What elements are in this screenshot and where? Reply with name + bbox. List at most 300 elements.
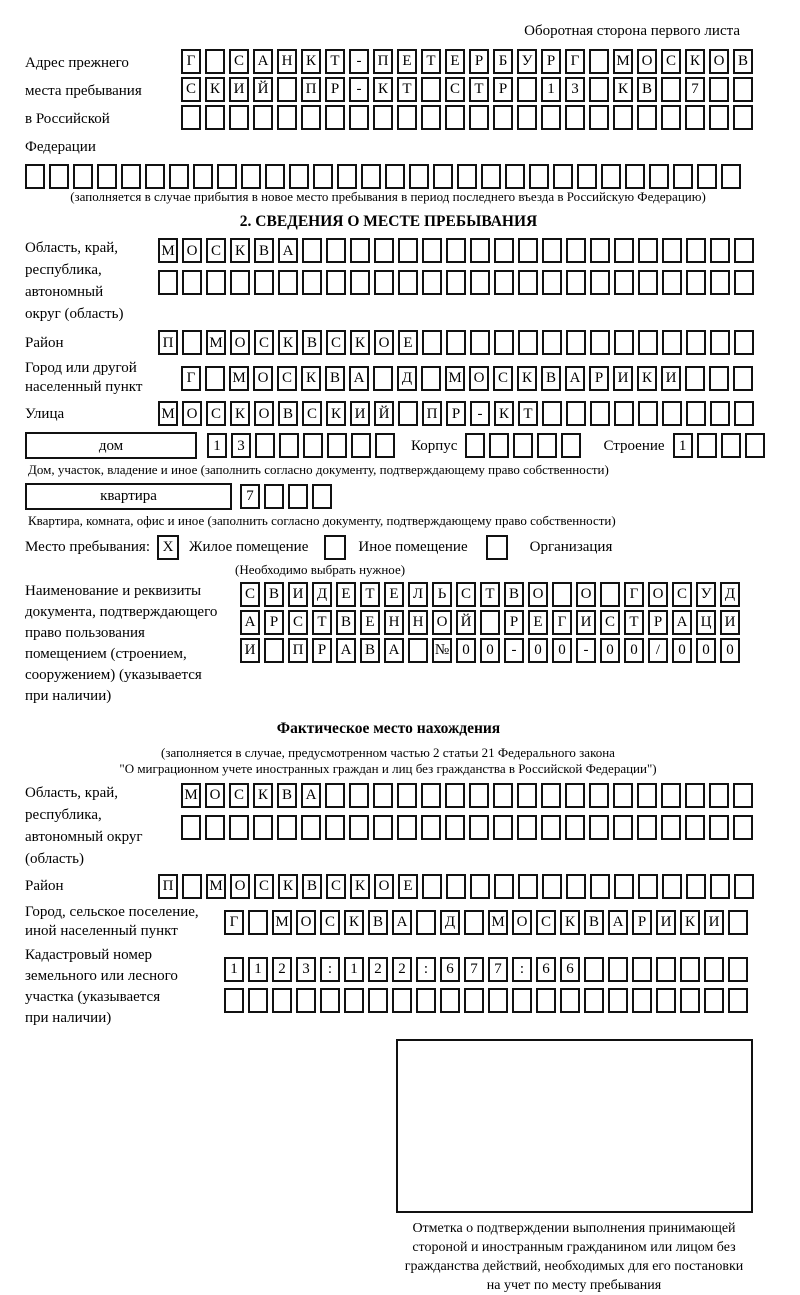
- grid-cell[interactable]: [608, 957, 628, 982]
- grid-cell[interactable]: [565, 815, 585, 840]
- grid-cell[interactable]: В: [302, 874, 322, 899]
- grid-cell[interactable]: С: [326, 874, 346, 899]
- grid-cell[interactable]: [513, 433, 533, 458]
- grid-cell[interactable]: [350, 238, 370, 263]
- grid-cell[interactable]: [685, 105, 705, 130]
- grid-cell[interactable]: [728, 910, 748, 935]
- grid-cell[interactable]: -: [349, 77, 369, 102]
- grid-cell[interactable]: [656, 957, 676, 982]
- grid-cell[interactable]: А: [336, 638, 356, 663]
- grid-cell[interactable]: [662, 874, 682, 899]
- grid-cell[interactable]: [685, 783, 705, 808]
- grid-cell[interactable]: Р: [504, 610, 524, 635]
- grid-cell[interactable]: Е: [384, 582, 404, 607]
- grid-cell[interactable]: 2: [368, 957, 388, 982]
- grid-cell[interactable]: К: [613, 77, 633, 102]
- grid-cell[interactable]: [697, 164, 717, 189]
- grid-cell[interactable]: Р: [493, 77, 513, 102]
- grid-cell[interactable]: [662, 270, 682, 295]
- grid-cell[interactable]: 1: [207, 433, 227, 458]
- grid-cell[interactable]: [734, 401, 754, 426]
- grid-cell[interactable]: А: [278, 238, 298, 263]
- grid-cell[interactable]: С: [302, 401, 322, 426]
- grid-cell[interactable]: М: [206, 874, 226, 899]
- grid-cell[interactable]: [709, 105, 729, 130]
- grid-cell[interactable]: [49, 164, 69, 189]
- grid-cell[interactable]: [421, 815, 441, 840]
- grid-cell[interactable]: [255, 433, 275, 458]
- grid-cell[interactable]: Р: [446, 401, 466, 426]
- grid-cell[interactable]: [566, 330, 586, 355]
- grid-cell[interactable]: Н: [384, 610, 404, 635]
- grid-cell[interactable]: [422, 270, 442, 295]
- grid-cell[interactable]: [632, 957, 652, 982]
- grid-cell[interactable]: [733, 366, 753, 391]
- grid-cell[interactable]: [614, 401, 634, 426]
- grid-cell[interactable]: Г: [624, 582, 644, 607]
- grid-cell[interactable]: [661, 77, 681, 102]
- grid-cell[interactable]: П: [158, 330, 178, 355]
- grid-cell[interactable]: [494, 874, 514, 899]
- grid-cell[interactable]: [337, 164, 357, 189]
- grid-cell[interactable]: [265, 164, 285, 189]
- grid-cell[interactable]: [313, 164, 333, 189]
- grid-cell[interactable]: Т: [360, 582, 380, 607]
- grid-cell[interactable]: В: [325, 366, 345, 391]
- grid-cell[interactable]: О: [205, 783, 225, 808]
- grid-cell[interactable]: [326, 270, 346, 295]
- grid-cell[interactable]: [421, 783, 441, 808]
- grid-cell[interactable]: А: [608, 910, 628, 935]
- grid-cell[interactable]: А: [392, 910, 412, 935]
- grid-cell[interactable]: М: [206, 330, 226, 355]
- grid-cell[interactable]: [397, 783, 417, 808]
- grid-cell[interactable]: [481, 164, 501, 189]
- grid-cell[interactable]: У: [517, 49, 537, 74]
- grid-cell[interactable]: [422, 874, 442, 899]
- grid-cell[interactable]: И: [288, 582, 308, 607]
- grid-cell[interactable]: [517, 105, 537, 130]
- grid-cell[interactable]: К: [560, 910, 580, 935]
- grid-cell[interactable]: Р: [264, 610, 284, 635]
- grid-cell[interactable]: -: [349, 49, 369, 74]
- grid-cell[interactable]: Т: [325, 49, 345, 74]
- grid-cell[interactable]: [182, 874, 202, 899]
- grid-cell[interactable]: [205, 366, 225, 391]
- grid-cell[interactable]: [590, 270, 610, 295]
- grid-cell[interactable]: -: [504, 638, 524, 663]
- grid-cell[interactable]: В: [264, 582, 284, 607]
- grid-cell[interactable]: [409, 164, 429, 189]
- grid-cell[interactable]: 7: [685, 77, 705, 102]
- grid-cell[interactable]: К: [680, 910, 700, 935]
- grid-cell[interactable]: [421, 105, 441, 130]
- grid-cell[interactable]: [351, 433, 371, 458]
- grid-cell[interactable]: Е: [360, 610, 380, 635]
- grid-cell[interactable]: О: [253, 366, 273, 391]
- grid-cell[interactable]: [205, 815, 225, 840]
- grid-cell[interactable]: [446, 874, 466, 899]
- grid-cell[interactable]: [637, 105, 657, 130]
- grid-cell[interactable]: С: [536, 910, 556, 935]
- grid-cell[interactable]: В: [541, 366, 561, 391]
- grid-cell[interactable]: [278, 270, 298, 295]
- grid-cell[interactable]: [416, 988, 436, 1013]
- grid-cell[interactable]: К: [230, 401, 250, 426]
- grid-cell[interactable]: [494, 238, 514, 263]
- grid-cell[interactable]: [637, 815, 657, 840]
- grid-cell[interactable]: Ь: [432, 582, 452, 607]
- grid-cell[interactable]: 7: [488, 957, 508, 982]
- grid-cell[interactable]: [584, 988, 604, 1013]
- grid-cell[interactable]: Д: [397, 366, 417, 391]
- grid-cell[interactable]: [205, 49, 225, 74]
- grid-cell[interactable]: [565, 105, 585, 130]
- grid-cell[interactable]: О: [230, 874, 250, 899]
- grid-cell[interactable]: [182, 330, 202, 355]
- grid-cell[interactable]: [301, 105, 321, 130]
- grid-cell[interactable]: [433, 164, 453, 189]
- grid-cell[interactable]: [733, 77, 753, 102]
- grid-cell[interactable]: [344, 988, 364, 1013]
- grid-cell[interactable]: М: [272, 910, 292, 935]
- grid-cell[interactable]: М: [613, 49, 633, 74]
- grid-cell[interactable]: [656, 988, 676, 1013]
- grid-cell[interactable]: [517, 77, 537, 102]
- grid-cell[interactable]: К: [253, 783, 273, 808]
- grid-cell[interactable]: [542, 401, 562, 426]
- grid-cell[interactable]: К: [350, 874, 370, 899]
- grid-cell[interactable]: [710, 238, 730, 263]
- grid-cell[interactable]: О: [512, 910, 532, 935]
- grid-cell[interactable]: С: [672, 582, 692, 607]
- grid-cell[interactable]: [373, 815, 393, 840]
- grid-cell[interactable]: [541, 815, 561, 840]
- grid-cell[interactable]: [181, 105, 201, 130]
- grid-cell[interactable]: Д: [720, 582, 740, 607]
- grid-cell[interactable]: А: [253, 49, 273, 74]
- grid-cell[interactable]: [614, 238, 634, 263]
- grid-cell[interactable]: [224, 988, 244, 1013]
- grid-cell[interactable]: [704, 988, 724, 1013]
- grid-cell[interactable]: [181, 815, 201, 840]
- grid-cell[interactable]: [561, 433, 581, 458]
- grid-cell[interactable]: [373, 366, 393, 391]
- grid-cell[interactable]: [457, 164, 477, 189]
- grid-cell[interactable]: [560, 988, 580, 1013]
- grid-cell[interactable]: [686, 270, 706, 295]
- grid-cell[interactable]: [373, 105, 393, 130]
- grid-cell[interactable]: С: [254, 330, 274, 355]
- grid-cell[interactable]: Р: [648, 610, 668, 635]
- grid-cell[interactable]: [734, 874, 754, 899]
- grid-cell[interactable]: [608, 988, 628, 1013]
- grid-cell[interactable]: А: [301, 783, 321, 808]
- grid-cell[interactable]: [446, 270, 466, 295]
- grid-cell[interactable]: [272, 988, 292, 1013]
- grid-cell[interactable]: [662, 330, 682, 355]
- grid-cell[interactable]: В: [637, 77, 657, 102]
- grid-cell[interactable]: [470, 330, 490, 355]
- grid-cell[interactable]: [445, 783, 465, 808]
- grid-cell[interactable]: 0: [552, 638, 572, 663]
- grid-cell[interactable]: В: [336, 610, 356, 635]
- grid-cell[interactable]: П: [301, 77, 321, 102]
- grid-cell[interactable]: [577, 164, 597, 189]
- grid-cell[interactable]: К: [326, 401, 346, 426]
- grid-cell[interactable]: [445, 815, 465, 840]
- grid-cell[interactable]: [590, 401, 610, 426]
- grid-cell[interactable]: -: [470, 401, 490, 426]
- grid-cell[interactable]: [697, 433, 717, 458]
- grid-cell[interactable]: [542, 238, 562, 263]
- grid-cell[interactable]: [398, 238, 418, 263]
- grid-cell[interactable]: [229, 105, 249, 130]
- grid-cell[interactable]: Л: [408, 582, 428, 607]
- grid-cell[interactable]: [373, 783, 393, 808]
- grid-cell[interactable]: [734, 270, 754, 295]
- grid-cell[interactable]: [517, 815, 537, 840]
- grid-cell[interactable]: У: [696, 582, 716, 607]
- grid-cell[interactable]: Е: [528, 610, 548, 635]
- grid-cell[interactable]: [489, 433, 509, 458]
- grid-cell[interactable]: С: [288, 610, 308, 635]
- grid-cell[interactable]: [614, 874, 634, 899]
- grid-cell[interactable]: 0: [456, 638, 476, 663]
- grid-cell[interactable]: [494, 330, 514, 355]
- grid-cell[interactable]: Т: [397, 77, 417, 102]
- grid-cell[interactable]: [493, 783, 513, 808]
- grid-cell[interactable]: [709, 366, 729, 391]
- grid-cell[interactable]: [733, 105, 753, 130]
- grid-cell[interactable]: [230, 270, 250, 295]
- grid-cell[interactable]: Б: [493, 49, 513, 74]
- grid-cell[interactable]: А: [565, 366, 585, 391]
- grid-cell[interactable]: С: [600, 610, 620, 635]
- grid-cell[interactable]: [302, 270, 322, 295]
- grid-cell[interactable]: [385, 164, 405, 189]
- grid-cell[interactable]: [566, 270, 586, 295]
- grid-cell[interactable]: -: [576, 638, 596, 663]
- grid-cell[interactable]: [327, 433, 347, 458]
- grid-cell[interactable]: Т: [480, 582, 500, 607]
- grid-cell[interactable]: [589, 783, 609, 808]
- grid-cell[interactable]: 7: [464, 957, 484, 982]
- grid-cell[interactable]: [566, 238, 586, 263]
- grid-cell[interactable]: 0: [624, 638, 644, 663]
- grid-cell[interactable]: [661, 105, 681, 130]
- grid-cell[interactable]: [680, 988, 700, 1013]
- grid-cell[interactable]: К: [301, 366, 321, 391]
- grid-cell[interactable]: 1: [224, 957, 244, 982]
- grid-cell[interactable]: [745, 433, 765, 458]
- grid-cell[interactable]: [169, 164, 189, 189]
- grid-cell[interactable]: [541, 783, 561, 808]
- grid-cell[interactable]: О: [709, 49, 729, 74]
- grid-cell[interactable]: [312, 484, 332, 509]
- grid-cell[interactable]: С: [229, 49, 249, 74]
- grid-cell[interactable]: С: [229, 783, 249, 808]
- grid-cell[interactable]: [536, 988, 556, 1013]
- grid-cell[interactable]: С: [445, 77, 465, 102]
- grid-cell[interactable]: 1: [344, 957, 364, 982]
- grid-cell[interactable]: [661, 783, 681, 808]
- stay-type-checkbox-residential[interactable]: X: [157, 535, 179, 560]
- grid-cell[interactable]: К: [278, 874, 298, 899]
- grid-cell[interactable]: [518, 330, 538, 355]
- grid-cell[interactable]: [374, 270, 394, 295]
- grid-cell[interactable]: 0: [672, 638, 692, 663]
- grid-cell[interactable]: [686, 401, 706, 426]
- grid-cell[interactable]: [733, 783, 753, 808]
- grid-cell[interactable]: [73, 164, 93, 189]
- grid-cell[interactable]: К: [205, 77, 225, 102]
- grid-cell[interactable]: [296, 988, 316, 1013]
- grid-cell[interactable]: [686, 238, 706, 263]
- grid-cell[interactable]: [638, 401, 658, 426]
- grid-cell[interactable]: [302, 238, 322, 263]
- grid-cell[interactable]: П: [288, 638, 308, 663]
- grid-cell[interactable]: [494, 270, 514, 295]
- grid-cell[interactable]: О: [230, 330, 250, 355]
- grid-cell[interactable]: [229, 815, 249, 840]
- grid-cell[interactable]: [590, 238, 610, 263]
- grid-cell[interactable]: [601, 164, 621, 189]
- grid-cell[interactable]: Р: [469, 49, 489, 74]
- grid-cell[interactable]: Т: [518, 401, 538, 426]
- grid-cell[interactable]: 0: [600, 638, 620, 663]
- grid-cell[interactable]: 1: [673, 433, 693, 458]
- grid-cell[interactable]: [710, 874, 730, 899]
- grid-cell[interactable]: А: [240, 610, 260, 635]
- grid-cell[interactable]: О: [432, 610, 452, 635]
- grid-cell[interactable]: [446, 238, 466, 263]
- grid-cell[interactable]: [303, 433, 323, 458]
- grid-cell[interactable]: И: [720, 610, 740, 635]
- grid-cell[interactable]: В: [277, 783, 297, 808]
- grid-cell[interactable]: [289, 164, 309, 189]
- grid-cell[interactable]: 6: [536, 957, 556, 982]
- grid-cell[interactable]: М: [158, 238, 178, 263]
- grid-cell[interactable]: Г: [552, 610, 572, 635]
- grid-cell[interactable]: П: [373, 49, 393, 74]
- grid-cell[interactable]: [264, 638, 284, 663]
- grid-cell[interactable]: О: [528, 582, 548, 607]
- grid-cell[interactable]: [205, 105, 225, 130]
- grid-cell[interactable]: [158, 270, 178, 295]
- grid-cell[interactable]: [589, 49, 609, 74]
- grid-cell[interactable]: [613, 815, 633, 840]
- grid-cell[interactable]: Т: [624, 610, 644, 635]
- grid-cell[interactable]: [685, 366, 705, 391]
- grid-cell[interactable]: [613, 105, 633, 130]
- grid-cell[interactable]: В: [254, 238, 274, 263]
- grid-cell[interactable]: Й: [253, 77, 273, 102]
- grid-cell[interactable]: М: [229, 366, 249, 391]
- grid-cell[interactable]: 6: [560, 957, 580, 982]
- grid-cell[interactable]: [374, 238, 394, 263]
- grid-cell[interactable]: О: [648, 582, 668, 607]
- grid-cell[interactable]: В: [368, 910, 388, 935]
- grid-cell[interactable]: [709, 77, 729, 102]
- grid-cell[interactable]: [416, 910, 436, 935]
- grid-cell[interactable]: [710, 401, 730, 426]
- grid-cell[interactable]: [253, 815, 273, 840]
- grid-cell[interactable]: /: [648, 638, 668, 663]
- grid-cell[interactable]: Р: [541, 49, 561, 74]
- grid-cell[interactable]: [733, 815, 753, 840]
- grid-cell[interactable]: [464, 988, 484, 1013]
- grid-cell[interactable]: Н: [277, 49, 297, 74]
- grid-cell[interactable]: [375, 433, 395, 458]
- grid-cell[interactable]: [349, 815, 369, 840]
- grid-cell[interactable]: М: [488, 910, 508, 935]
- grid-cell[interactable]: М: [158, 401, 178, 426]
- grid-cell[interactable]: С: [320, 910, 340, 935]
- grid-cell[interactable]: [638, 330, 658, 355]
- grid-cell[interactable]: К: [230, 238, 250, 263]
- grid-cell[interactable]: [350, 270, 370, 295]
- grid-cell[interactable]: :: [320, 957, 340, 982]
- grid-cell[interactable]: С: [206, 238, 226, 263]
- grid-cell[interactable]: [614, 330, 634, 355]
- grid-cell[interactable]: С: [240, 582, 260, 607]
- grid-cell[interactable]: [673, 164, 693, 189]
- grid-cell[interactable]: С: [456, 582, 476, 607]
- grid-cell[interactable]: [709, 815, 729, 840]
- grid-cell[interactable]: [25, 164, 45, 189]
- grid-cell[interactable]: [470, 238, 490, 263]
- grid-cell[interactable]: [590, 330, 610, 355]
- grid-cell[interactable]: [704, 957, 724, 982]
- grid-cell[interactable]: С: [254, 874, 274, 899]
- grid-cell[interactable]: [637, 783, 657, 808]
- grid-cell[interactable]: И: [350, 401, 370, 426]
- grid-cell[interactable]: [480, 610, 500, 635]
- grid-cell[interactable]: И: [576, 610, 596, 635]
- grid-cell[interactable]: Р: [312, 638, 332, 663]
- grid-cell[interactable]: [421, 77, 441, 102]
- grid-cell[interactable]: [182, 270, 202, 295]
- grid-cell[interactable]: И: [661, 366, 681, 391]
- grid-cell[interactable]: Р: [589, 366, 609, 391]
- grid-cell[interactable]: [248, 910, 268, 935]
- grid-cell[interactable]: [326, 238, 346, 263]
- grid-cell[interactable]: [589, 105, 609, 130]
- grid-cell[interactable]: Г: [224, 910, 244, 935]
- grid-cell[interactable]: В: [278, 401, 298, 426]
- grid-cell[interactable]: [614, 270, 634, 295]
- grid-cell[interactable]: [465, 433, 485, 458]
- grid-cell[interactable]: П: [158, 874, 178, 899]
- stay-type-checkbox-organization[interactable]: [486, 535, 508, 560]
- grid-cell[interactable]: [445, 105, 465, 130]
- grid-cell[interactable]: В: [302, 330, 322, 355]
- grid-cell[interactable]: И: [240, 638, 260, 663]
- grid-cell[interactable]: [264, 484, 284, 509]
- grid-cell[interactable]: Е: [397, 49, 417, 74]
- grid-cell[interactable]: К: [350, 330, 370, 355]
- grid-cell[interactable]: :: [512, 957, 532, 982]
- grid-cell[interactable]: :: [416, 957, 436, 982]
- grid-cell[interactable]: [566, 874, 586, 899]
- grid-cell[interactable]: [734, 238, 754, 263]
- grid-cell[interactable]: [422, 238, 442, 263]
- grid-cell[interactable]: В: [584, 910, 604, 935]
- grid-cell[interactable]: [600, 582, 620, 607]
- grid-cell[interactable]: [662, 401, 682, 426]
- grid-cell[interactable]: Г: [181, 366, 201, 391]
